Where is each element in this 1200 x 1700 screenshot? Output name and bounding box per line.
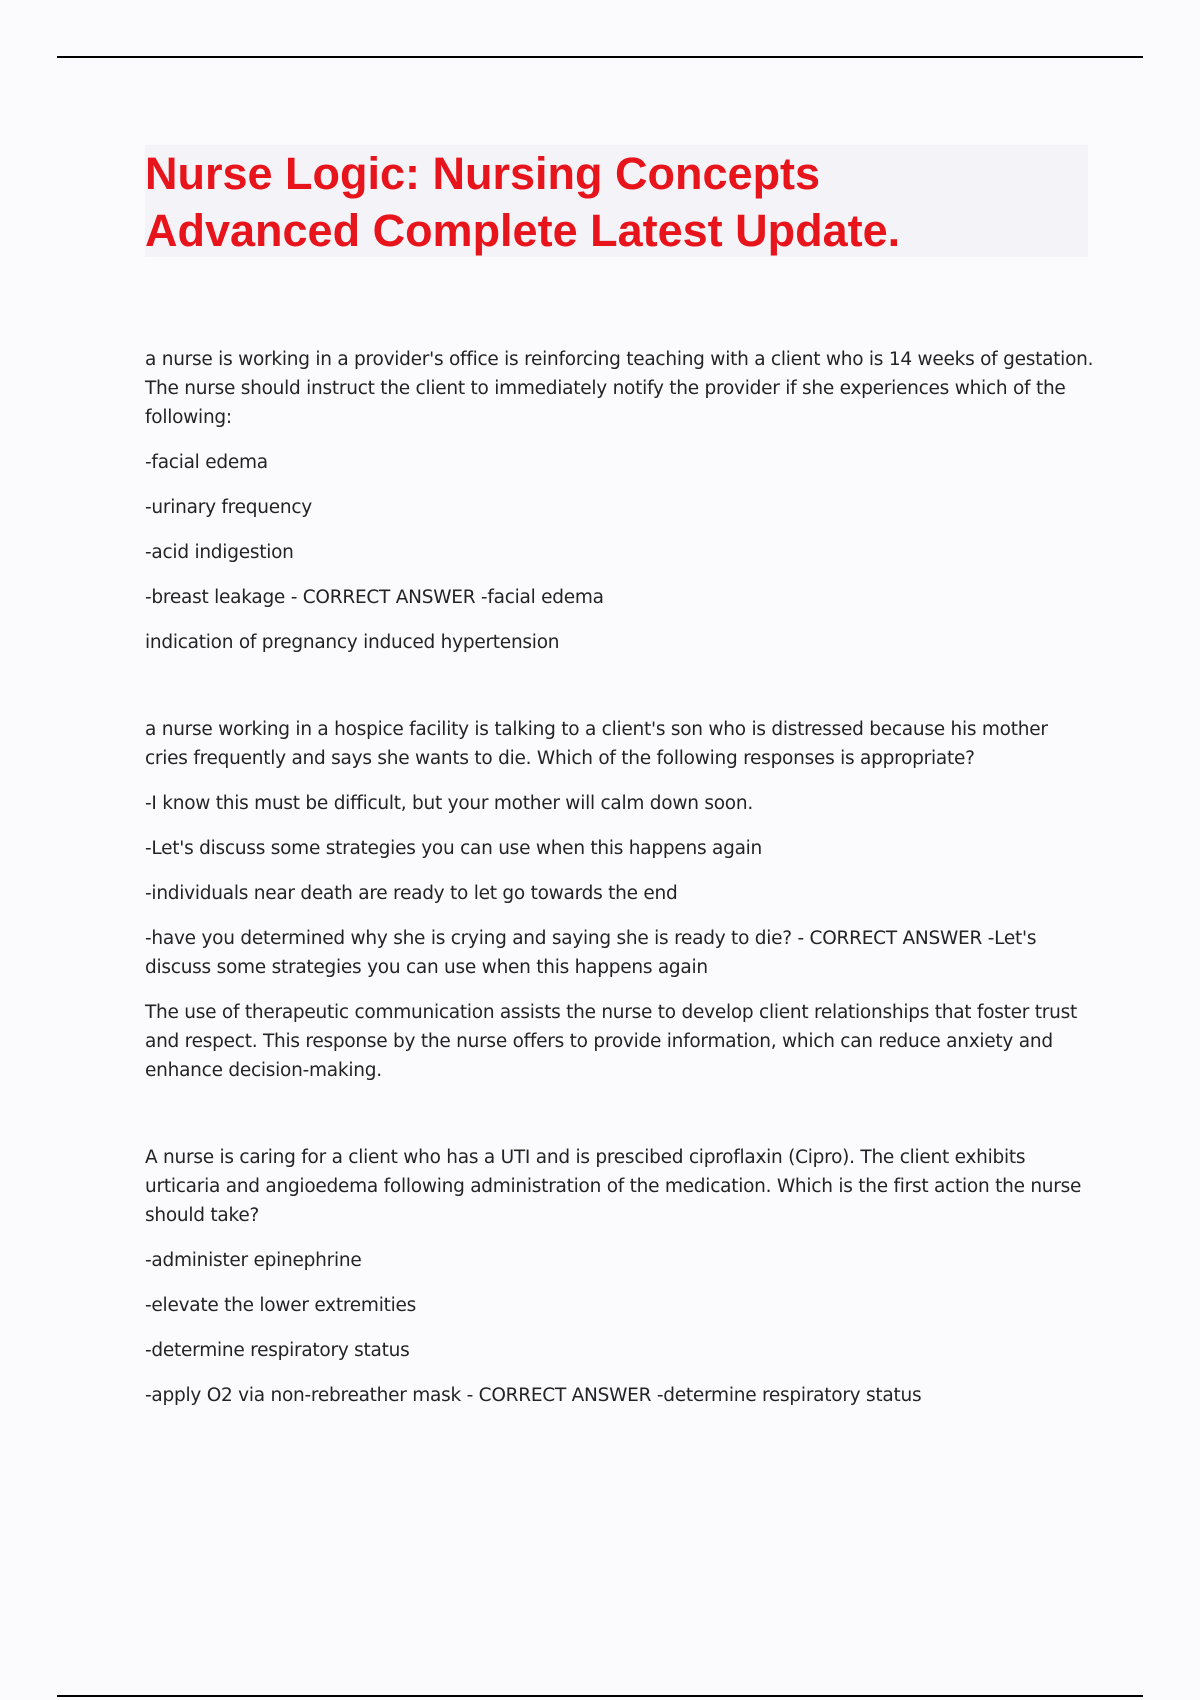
answer-option-with-correct-answer: -apply O2 via non-rebreather mask - CORRECT ANSWER -determine respiratory status: [145, 1385, 922, 1406]
answer-option: -Let's discuss some strategies you can use when this happens again: [145, 838, 763, 859]
question-block-3: [145, 1143, 1095, 1410]
question-separator: [145, 1101, 1095, 1143]
answer-option: -elevate the lower extremities: [145, 1295, 416, 1316]
answer-option-with-correct-answer: -breast leakage - CORRECT ANSWER -facial edema: [145, 587, 604, 608]
page-bottom-rule: [57, 1695, 1143, 1697]
answer-option: -urinary frequency: [145, 497, 312, 518]
document-body: [145, 345, 1095, 1426]
question-text: a nurse working in a hospice facility is talking to a client's son who is distressed because his mother cries frequently and says she wants to die. Which of the following responses is appropriate?: [145, 719, 1048, 769]
question-text: a nurse is working in a provider's office is reinforcing teaching with a client who is 14 weeks of gestation. The nurse should instruct the client to immediately notify the provider if she experiences which of the following:: [145, 349, 1094, 428]
answer-option: -administer epinephrine: [145, 1250, 362, 1271]
question-block-2: [145, 715, 1095, 1085]
answer-option: -acid indigestion: [145, 542, 294, 563]
answer-option: -individuals near death are ready to let go towards the end: [145, 883, 678, 904]
answer-option-with-correct-answer: -have you determined why she is crying and saying she is ready to die? - CORRECT ANSWER -Let's discuss some strategies you can use when this happens again: [145, 928, 1037, 978]
answer-option: -facial edema: [145, 452, 268, 473]
title-banner: [145, 145, 1088, 257]
answer-rationale: The use of therapeutic communication assists the nurse to develop client relationships that foster trust and respect. This response by the nurse offers to provide information, which can reduce anxiety and enhance decision-making.: [145, 1002, 1077, 1081]
answer-option: -I know this must be difficult, but your mother will calm down soon.: [145, 793, 753, 814]
page-top-rule: [57, 56, 1143, 58]
answer-rationale: indication of pregnancy induced hypertension: [145, 632, 560, 653]
question-separator: [145, 673, 1095, 715]
answer-option: -determine respiratory status: [145, 1340, 410, 1361]
question-text: A nurse is caring for a client who has a UTI and is prescibed ciproflaxin (Cipro). The client exhibits urticaria and angioedema following administration of the medication. Which is the first action the nurse should take?: [145, 1147, 1082, 1226]
question-block-1: [145, 345, 1095, 657]
document-title: Nurse Logic: Nursing Concepts Advanced Complete Latest Update.: [145, 148, 901, 256]
